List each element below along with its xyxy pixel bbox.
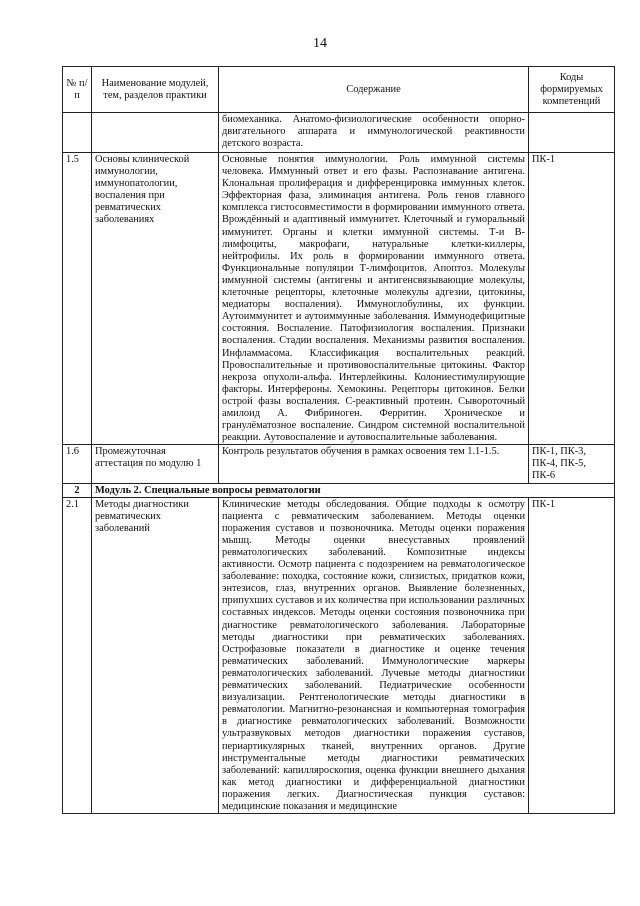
- row-num: 1.5: [63, 153, 92, 445]
- module-title: Модуль 2. Специальные вопросы ревматологии: [92, 483, 615, 497]
- row-num: 1.6: [63, 445, 92, 483]
- table-row: [63, 445, 615, 483]
- header-codes: Коды формируемых компетенций: [529, 67, 615, 113]
- row-content: биомеханика. Анатомо-физиологические особенности опорно-двигательного аппарата и иммунологической реактивности детского возраста.: [219, 113, 529, 153]
- row-content: Контроль результатов обучения в рамках освоения тем 1.1-1.5.: [219, 445, 529, 483]
- row-name: Основы клинической иммунологии, иммунопатологии, воспаления при ревматических заболеваниях: [92, 153, 219, 445]
- row-codes: [529, 113, 615, 153]
- row-num: [63, 113, 92, 153]
- row-name: [92, 113, 219, 153]
- header-name: Наименование модулей, тем, разделов практики: [92, 67, 219, 113]
- header-num: № п/п: [63, 67, 92, 113]
- row-content: Клинические методы обследования. Общие подходы к осмотру пациента с ревматическим заболеванием. Методы оценки поражения суставов и позвоночника. Методы оценки поражения мышц. Методы оценки внесуставных проявлений ревматологических заболеваний. Композитные индексы активности. Осмотр пациента с подозрением на ревматологическое заболевание: походка, состояние кожи, слизистых, придатков кожи, энтезисов, глаз, внутренних органов. Выявление болезненных, припухших суставов и их количества при использовании различных составных индексов. Методы оценки состояния позвоночника при диагностике ревматологического заболевания. Лабораторные методы диагностики при ревматических заболеваниях. Острофазовые показатели в диагностике и оценке течения ревматических заболеваний. Иммунологические маркеры ревматологических заболеваний. Лучевые методы диагностики ревматических заболеваний. Педиатрические особенности визуализации. Рентгенологические методы диагностики в ревматологии. Магнитно-резонансная и компьютерная томография в диагностике ревматологических заболеваний. Возможности ультразвуковых методов диагностики поражения суставов, периартикулярных тканей, внутренних органов. Другие инструментальные методы диагностики ревматических заболеваний: капилляроскопия, оценка функции внешнего дыхания как метод диагностики и дифференциальной диагностики поражения легких. Диагностическая пункция суставов: медицинские показания и медицинские: [219, 497, 529, 813]
- table-row: [63, 113, 615, 153]
- module-num: 2: [63, 483, 92, 497]
- page-number: 14: [313, 36, 327, 51]
- row-codes: ПК-1: [529, 153, 615, 445]
- row-codes: ПК-1, ПК-3, ПК-4, ПК-5, ПК-6: [529, 445, 615, 483]
- row-codes: ПК-1: [529, 497, 615, 813]
- table-header-row: [63, 67, 615, 113]
- table-row: [63, 497, 615, 813]
- row-name: Методы диагностики ревматических заболеваний: [92, 497, 219, 813]
- curriculum-table: [62, 66, 615, 814]
- row-name: Промежуточная аттестация по модулю 1: [92, 445, 219, 483]
- header-content: Содержание: [219, 67, 529, 113]
- row-content: Основные понятия иммунологии. Роль иммунной системы человека. Иммунный ответ и его фазы. Распознавание антигена. Клональная пролиферация и дифференцировка иммунных клеток. Эффекторная фаза, элиминация антигена. Роль генов главного комплекса гистосовместимости в формировании иммунного ответа. Врождённый и адаптивный иммунитет. Клеточный и гуморальный иммунитет. Органы и клетки иммунной системы. Т-и В-лимфоциты, макрофаги, натуральные клетки-киллеры, нейтрофилы. Их роль в формировании иммунного ответа. Функциональные популяции Т-лимфоцитов. Апоптоз. Молекулы иммунной системы (антигены и антигенсвязывающие молекулы, клеточные рецепторы, клеточные молекулы адгезии, цитокины, медиаторы воспаления). Иммуноглобулины, их функции. Аутоиммунитет и аутоиммунные заболевания. Иммунодефицитные состояния. Воспаление. Патофизиология воспаления. Признаки воспаления. Стадии воспаления. Механизмы развития воспаления. Инфламмасома. Классификация воспалительных реакций. Провоспалительные и противовоспалительные цитокины. Фактор некроза опухоли-альфа. Интерлейкины. Колониестимулирующие факторы. Интерфероны. Хемокины. Рецепторы цитокинов. Белки острой фазы воспаления. С-реактивный протеин. Сывороточный амилоид А. Фибриноген. Ферритин. Хроническое и гранулёматозное воспаление. Синдром системной воспалительной реакции. Аутовоспаление и аутовоспалительные заболевания.: [219, 153, 529, 445]
- table-row: [63, 153, 615, 445]
- row-num: 2.1: [63, 497, 92, 813]
- module-row: [63, 483, 615, 497]
